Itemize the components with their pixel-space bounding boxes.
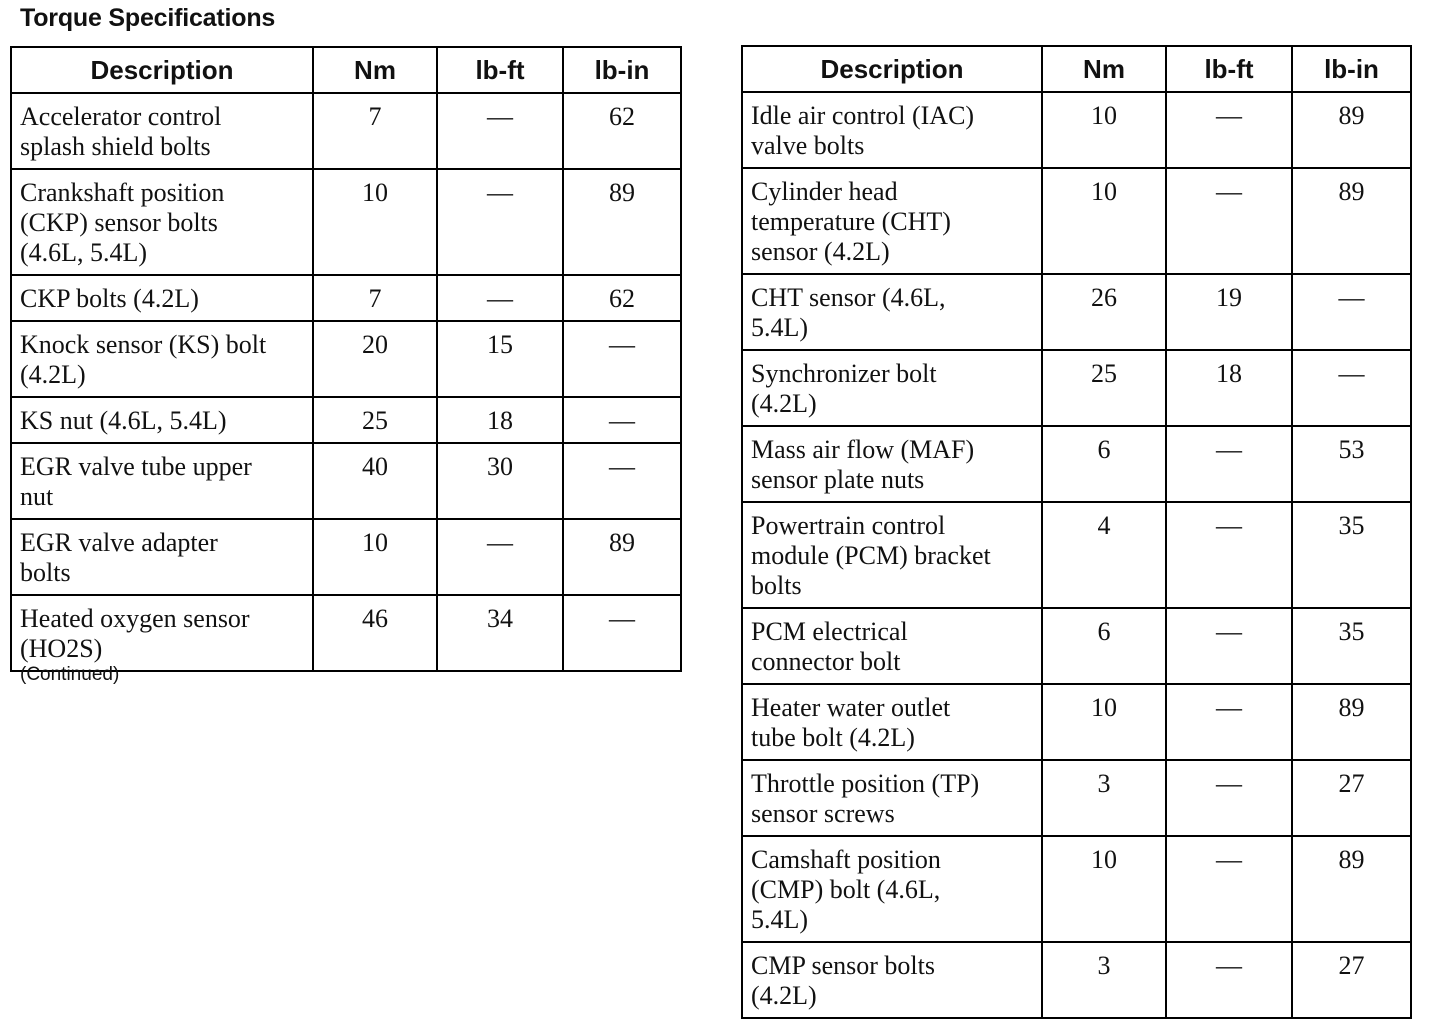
description-cell (742, 836, 1042, 942)
description-line: (4.6L, 5.4L) (20, 238, 148, 267)
description-line: (4.2L) (751, 981, 817, 1010)
description-line: Heated oxygen sensor (20, 604, 250, 633)
table-row (742, 942, 1411, 1018)
nm-value-cell: 6 (1042, 608, 1166, 684)
description-cell (742, 502, 1042, 608)
lb-in-value-cell: 89 (1292, 92, 1411, 168)
nm-value-cell: 40 (313, 443, 437, 519)
table-row (742, 274, 1411, 350)
description-line: Camshaft position (751, 845, 941, 874)
table-row (11, 519, 681, 595)
description-cell (11, 443, 313, 519)
lb-in-value-cell: — (1292, 350, 1411, 426)
description-cell (742, 92, 1042, 168)
table-body-left (11, 93, 681, 671)
lb-ft-value-cell: — (437, 93, 563, 169)
column-header-description: Description (742, 46, 1042, 92)
lb-ft-value-cell: — (1166, 760, 1292, 836)
lb-ft-value-cell: 19 (1166, 274, 1292, 350)
description-line: sensor (4.2L) (751, 237, 890, 266)
description-line: Synchronizer bolt (751, 359, 937, 388)
table-row (742, 502, 1411, 608)
lb-in-value-cell: 35 (1292, 608, 1411, 684)
lb-ft-value-cell: — (1166, 168, 1292, 274)
lb-ft-value-cell: — (1166, 684, 1292, 760)
table-row (11, 275, 681, 321)
description-line: nut (20, 482, 54, 511)
description-line: bolts (751, 571, 802, 600)
table-row (742, 836, 1411, 942)
description-cell (742, 350, 1042, 426)
description-line: 5.4L) (751, 905, 809, 934)
lb-in-value-cell: 89 (563, 169, 681, 275)
description-line: (4.2L) (751, 389, 817, 418)
description-cell (11, 397, 313, 443)
table-row (11, 321, 681, 397)
description-line: Cylinder head (751, 177, 898, 206)
description-line: PCM electrical (751, 617, 908, 646)
table-row (742, 608, 1411, 684)
table-row (742, 760, 1411, 836)
nm-value-cell: 20 (313, 321, 437, 397)
description-line: Knock sensor (KS) bolt (20, 330, 267, 359)
lb-ft-value-cell: 15 (437, 321, 563, 397)
nm-value-cell: 3 (1042, 942, 1166, 1018)
lb-in-value-cell: 89 (1292, 836, 1411, 942)
table-row (742, 92, 1411, 168)
description-line: Idle air control (IAC) (751, 101, 975, 130)
lb-in-value-cell: 27 (1292, 942, 1411, 1018)
description-line: Crankshaft position (20, 178, 225, 207)
lb-in-value-cell: 62 (563, 275, 681, 321)
table-row (742, 426, 1411, 502)
nm-value-cell: 25 (1042, 350, 1166, 426)
column-header-lb-in: lb-in (563, 47, 681, 93)
continued-note: (Continued) (20, 664, 120, 685)
description-line: EGR valve adapter (20, 528, 218, 557)
description-line: bolts (20, 558, 71, 587)
description-line: Powertrain control (751, 511, 946, 540)
header-row (11, 47, 681, 93)
lb-ft-value-cell: — (437, 169, 563, 275)
lb-in-value-cell: 89 (1292, 168, 1411, 274)
nm-value-cell: 4 (1042, 502, 1166, 608)
description-line: temperature (CHT) (751, 207, 951, 236)
description-line: Heater water outlet (751, 693, 951, 722)
nm-value-cell: 10 (1042, 92, 1166, 168)
lb-in-value-cell: 53 (1292, 426, 1411, 502)
description-cell (742, 168, 1042, 274)
lb-ft-value-cell: — (1166, 502, 1292, 608)
column-header-lb-ft: lb-ft (1166, 46, 1292, 92)
description-line: sensor plate nuts (751, 465, 925, 494)
lb-ft-value-cell: 34 (437, 595, 563, 671)
table-row (11, 443, 681, 519)
description-line: 5.4L) (751, 313, 809, 342)
lb-ft-value-cell: 18 (1166, 350, 1292, 426)
description-line: splash shield bolts (20, 132, 211, 161)
description-line: (4.2L) (20, 360, 86, 389)
table-row (11, 169, 681, 275)
lb-ft-value-cell: — (1166, 942, 1292, 1018)
lb-in-value-cell: 89 (563, 519, 681, 595)
description-cell (11, 169, 313, 275)
description-cell (742, 760, 1042, 836)
description-line: CHT sensor (4.6L, (751, 283, 946, 312)
lb-ft-value-cell: — (1166, 836, 1292, 942)
description-line: tube bolt (4.2L) (751, 723, 915, 752)
column-header-lb-in: lb-in (1292, 46, 1411, 92)
description-cell (11, 321, 313, 397)
page-title: Torque Specifications (20, 4, 276, 32)
nm-value-cell: 10 (1042, 684, 1166, 760)
description-line: EGR valve tube upper (20, 452, 252, 481)
lb-ft-value-cell: — (437, 275, 563, 321)
nm-value-cell: 7 (313, 93, 437, 169)
table-row (11, 397, 681, 443)
description-line: CMP sensor bolts (751, 951, 935, 980)
description-line: (CKP) sensor bolts (20, 208, 218, 237)
nm-value-cell: 10 (1042, 168, 1166, 274)
description-line: connector bolt (751, 647, 901, 676)
description-line: Mass air flow (MAF) (751, 435, 975, 464)
table-row (742, 350, 1411, 426)
column-header-description: Description (11, 47, 313, 93)
nm-value-cell: 10 (1042, 836, 1166, 942)
lb-in-value-cell: 27 (1292, 760, 1411, 836)
lb-in-value-cell: 89 (1292, 684, 1411, 760)
lb-in-value-cell: — (563, 397, 681, 443)
description-line: Accelerator control (20, 102, 222, 131)
column-header-lb-ft: lb-ft (437, 47, 563, 93)
nm-value-cell: 25 (313, 397, 437, 443)
lb-in-value-cell: 62 (563, 93, 681, 169)
nm-value-cell: 10 (313, 519, 437, 595)
description-cell (742, 608, 1042, 684)
description-cell (742, 684, 1042, 760)
column-header-nm: Nm (313, 47, 437, 93)
nm-value-cell: 7 (313, 275, 437, 321)
lb-ft-value-cell: 30 (437, 443, 563, 519)
torque-table-left (10, 46, 682, 672)
description-cell (742, 942, 1042, 1018)
nm-value-cell: 6 (1042, 426, 1166, 502)
lb-in-value-cell: 35 (1292, 502, 1411, 608)
lb-ft-value-cell: — (1166, 426, 1292, 502)
nm-value-cell: 46 (313, 595, 437, 671)
table-row (11, 595, 681, 671)
lb-ft-value-cell: — (437, 519, 563, 595)
description-cell (11, 275, 313, 321)
description-line: valve bolts (751, 131, 865, 160)
description-line: KS nut (4.6L, 5.4L) (20, 406, 227, 435)
lb-ft-value-cell: — (1166, 92, 1292, 168)
lb-ft-value-cell: 18 (437, 397, 563, 443)
table-row (742, 168, 1411, 274)
description-line: module (PCM) bracket (751, 541, 991, 570)
description-cell (11, 93, 313, 169)
description-line: Throttle position (TP) (751, 769, 980, 798)
lb-in-value-cell: — (563, 595, 681, 671)
table-row (11, 93, 681, 169)
header-row (742, 46, 1411, 92)
nm-value-cell: 10 (313, 169, 437, 275)
lb-in-value-cell: — (563, 321, 681, 397)
table-row (742, 684, 1411, 760)
description-line: (HO2S) (20, 634, 103, 663)
description-cell (11, 595, 313, 671)
nm-value-cell: 26 (1042, 274, 1166, 350)
torque-table-right (741, 45, 1412, 1019)
description-line: sensor screws (751, 799, 895, 828)
description-line: CKP bolts (4.2L) (20, 284, 199, 313)
description-cell (742, 274, 1042, 350)
column-header-nm: Nm (1042, 46, 1166, 92)
lb-in-value-cell: — (563, 443, 681, 519)
table-body-right (742, 92, 1411, 1018)
description-cell (742, 426, 1042, 502)
nm-value-cell: 3 (1042, 760, 1166, 836)
description-cell (11, 519, 313, 595)
description-line: (CMP) bolt (4.6L, (751, 875, 941, 904)
lb-ft-value-cell: — (1166, 608, 1292, 684)
lb-in-value-cell: — (1292, 274, 1411, 350)
